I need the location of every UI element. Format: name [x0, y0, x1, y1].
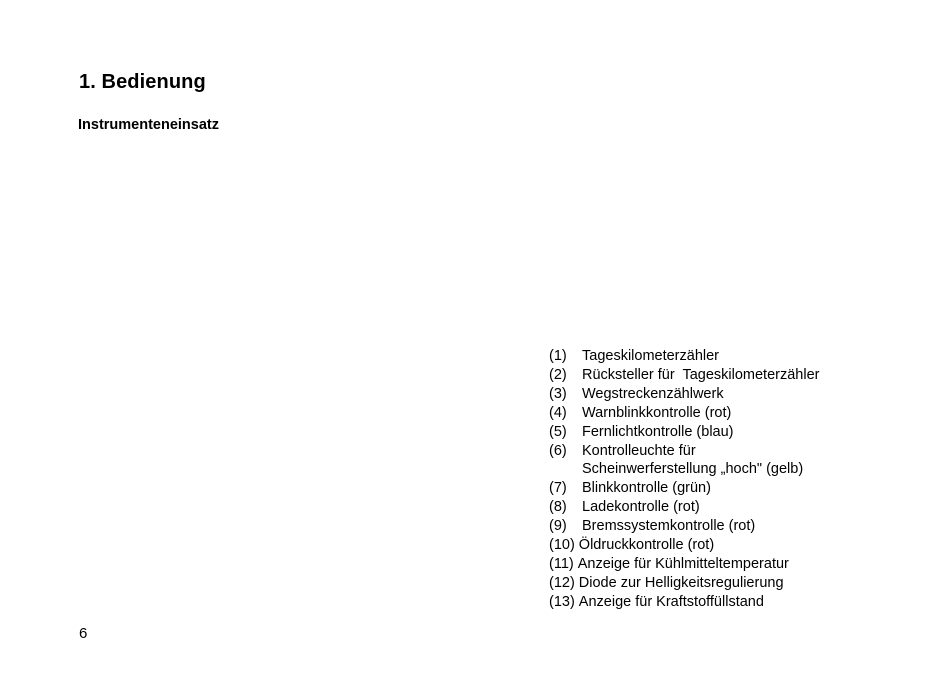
legend-item-text: Fernlichtkontrolle (blau): [582, 423, 734, 440]
legend-item-number: (1): [549, 348, 567, 364]
page-title: 1. Bedienung: [79, 71, 206, 93]
legend-item-text: Rücksteller für Tageskilometerzähler: [582, 366, 820, 383]
legend-item-number: (12): [549, 574, 575, 591]
legend-item-text: Diode zur Helligkeitsregulierung: [578, 574, 784, 591]
page-number: 6: [79, 625, 88, 642]
legend-item-text: Ladekontrolle (rot): [582, 499, 700, 516]
legend-item: [549, 498, 819, 517]
instrument-legend-list: [549, 347, 819, 612]
legend-item: [549, 574, 819, 593]
legend-item-number: (4): [549, 404, 567, 421]
legend-item-text: Blinkkontrolle (grün): [582, 480, 711, 497]
legend-item-text: Tageskilometerzähler: [582, 348, 720, 364]
legend-item-text: Bremssystemkontrolle (rot): [582, 518, 756, 535]
legend-item-text: Kontrolleuchte für: [582, 442, 696, 459]
legend-item-number: (9): [549, 518, 567, 535]
legend-item-text: Öldruckkontrolle (rot): [578, 537, 715, 554]
legend-item-text: Scheinwerferstellung „hoch" (gelb): [582, 461, 804, 478]
legend-item-number: (8): [549, 499, 567, 516]
legend-item: [549, 423, 819, 442]
legend-item: [549, 347, 819, 366]
legend-item: [549, 555, 819, 574]
legend-item-text: Anzeige für Kühlmitteltemperatur: [577, 555, 789, 572]
legend-item: [549, 479, 819, 498]
legend-item: [549, 366, 819, 385]
legend-item-number: (10): [549, 537, 575, 554]
legend-item-number: (13): [549, 593, 575, 610]
legend-item-text: Warnblinkkontrolle (rot): [582, 404, 732, 421]
legend-item: [549, 385, 819, 404]
legend-item-number: (6): [549, 442, 567, 459]
section-title: Instrumenteneinsatz: [78, 117, 219, 133]
legend-item-number: (11): [549, 555, 574, 572]
legend-item-number: (2): [549, 366, 567, 383]
legend-item-number: (7): [549, 480, 567, 497]
legend-item: [549, 404, 819, 423]
legend-item-text: Anzeige für Kraftstoffüllstand: [578, 593, 764, 610]
legend-item: [549, 442, 819, 461]
legend-item-number: (3): [549, 385, 567, 402]
legend-item: [549, 536, 819, 555]
legend-item-number: (5): [549, 423, 567, 440]
legend-item: [549, 517, 819, 536]
legend-item-continuation: [549, 460, 819, 479]
legend-item-text: Wegstreckenzählwerk: [582, 385, 724, 402]
legend-item: [549, 593, 819, 612]
